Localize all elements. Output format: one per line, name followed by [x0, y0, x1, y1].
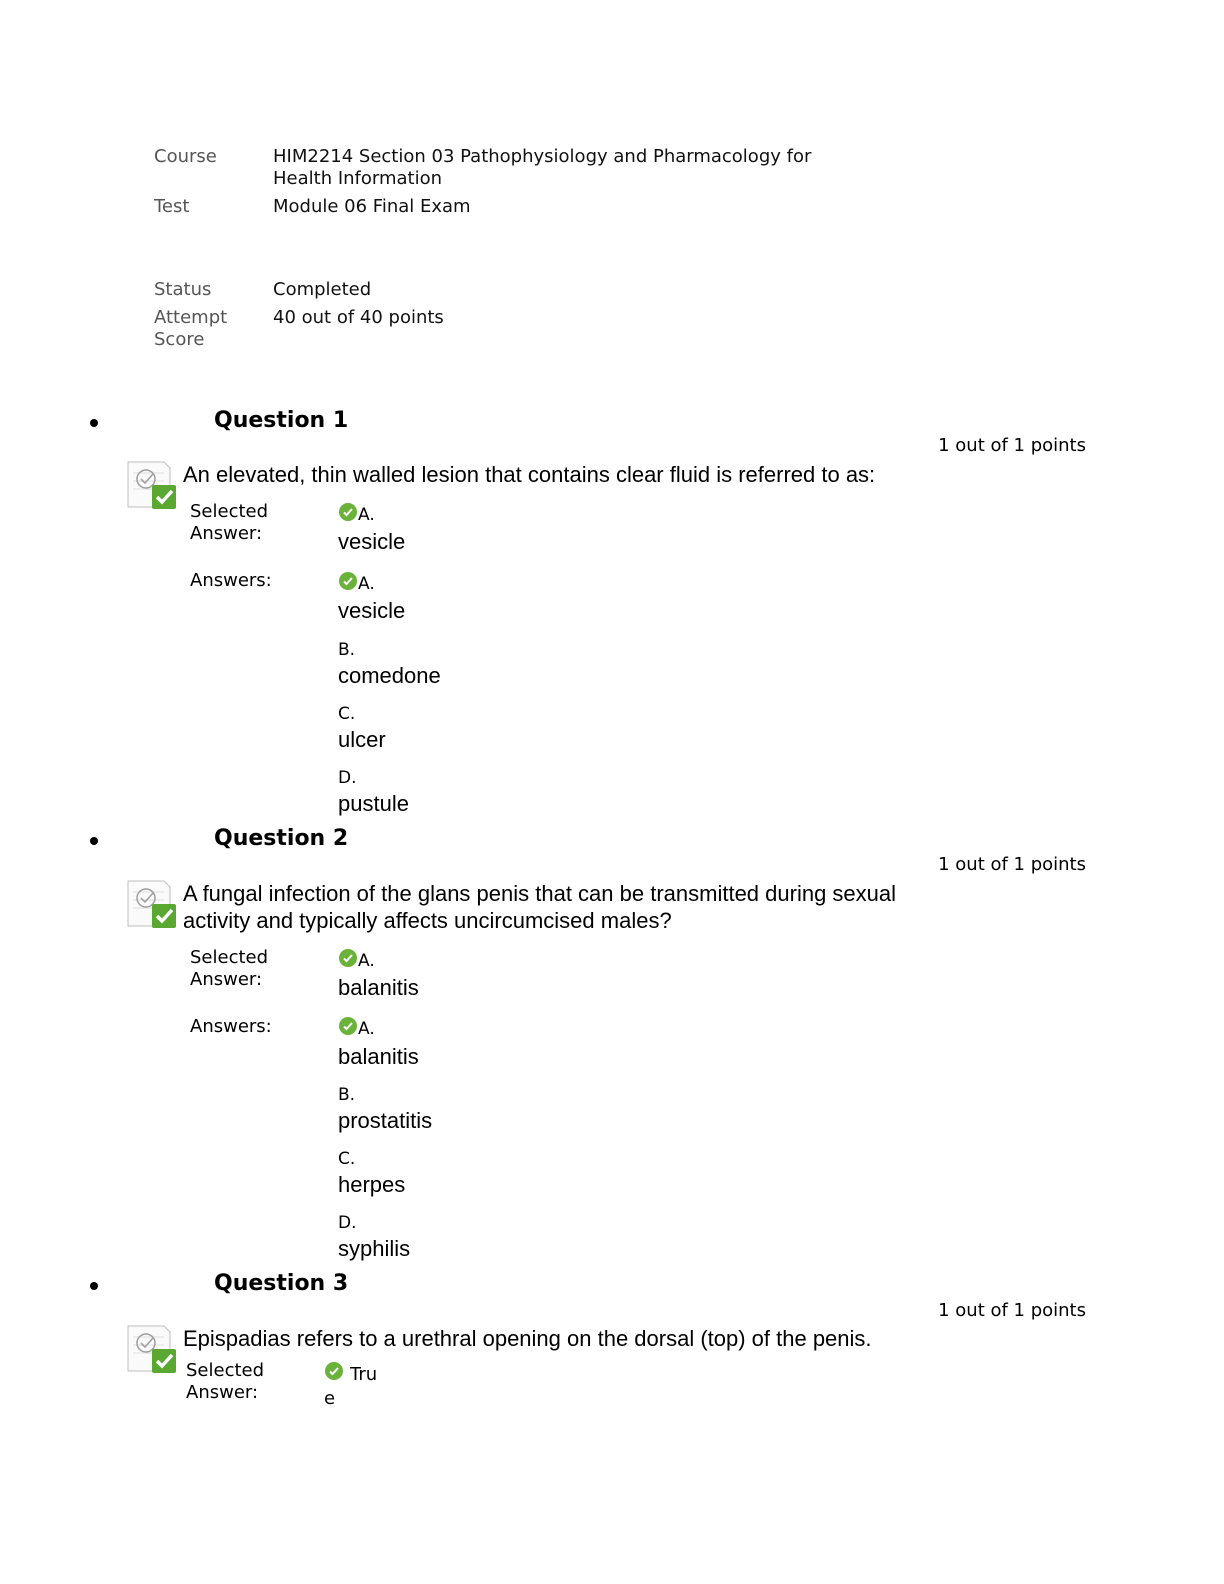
selected-answer-label-2: Answer:	[186, 1382, 259, 1403]
status-label: Status	[154, 279, 212, 300]
answer-c-letter: C.	[338, 704, 356, 724]
bullet	[90, 1282, 98, 1290]
graded-document-icon	[126, 878, 178, 934]
question-1-points: 1 out of 1 points	[938, 435, 1086, 456]
answer-a-text: vesicle	[338, 598, 406, 623]
course-name-line1: HIM2214 Section 03 Pathophysiology and Pharmacology for	[273, 146, 812, 167]
check-circle-icon	[325, 1362, 343, 1380]
question-3-title: Question 3	[214, 1271, 349, 1296]
question-1-title: Question 1	[214, 408, 349, 433]
selected-answer-text: balanitis	[338, 975, 419, 1000]
answer-a-text: balanitis	[338, 1044, 419, 1069]
selected-answer-text: vesicle	[338, 529, 406, 554]
answer-c-text: ulcer	[338, 727, 386, 752]
bullet	[90, 419, 98, 427]
check-circle-icon	[339, 949, 357, 967]
question-2-title: Question 2	[214, 826, 349, 851]
question-3-text: Epispadias refers to a urethral opening on the dorsal (top) of the penis.	[183, 1326, 872, 1351]
selected-answer-label-2: Answer:	[190, 969, 263, 990]
answer-a-letter: A.	[358, 1019, 375, 1039]
answers-label: Answers:	[190, 1016, 272, 1037]
test-label: Test	[154, 196, 190, 217]
answer-b-text: comedone	[338, 663, 441, 688]
check-circle-icon	[339, 572, 357, 590]
course-name-line2: Health Information	[273, 168, 443, 189]
answer-d-text: syphilis	[338, 1236, 411, 1261]
selected-answer-text-part2: e	[324, 1388, 336, 1409]
selected-answer-label-1: Selected	[190, 501, 269, 522]
question-2-text-line1: A fungal infection of the glans penis that can be transmitted during sexual	[183, 881, 897, 906]
status-value: Completed	[273, 279, 372, 300]
answer-c-letter: C.	[338, 1149, 356, 1169]
answer-b-letter: B.	[338, 1085, 356, 1105]
answer-c-text: herpes	[338, 1172, 406, 1197]
bullet	[90, 837, 98, 845]
selected-answer-label-1: Selected	[186, 1360, 265, 1381]
graded-document-icon	[126, 459, 178, 515]
question-2-text-line2: activity and typically affects uncircumcised males?	[183, 908, 672, 933]
question-2-points: 1 out of 1 points	[938, 854, 1086, 875]
check-circle-icon	[339, 503, 357, 521]
graded-document-icon	[126, 1323, 178, 1379]
test-name: Module 06 Final Exam	[273, 196, 471, 217]
question-3-points: 1 out of 1 points	[938, 1300, 1086, 1321]
answer-d-letter: D.	[338, 768, 357, 788]
answer-b-letter: B.	[338, 640, 356, 660]
answer-a-letter: A.	[358, 574, 375, 594]
answer-d-letter: D.	[338, 1213, 357, 1233]
question-1-text: An elevated, thin walled lesion that contains clear fluid is referred to as:	[183, 462, 876, 487]
selected-answer-letter: A.	[358, 505, 375, 525]
attempt-label-line2: Score	[154, 329, 205, 350]
check-circle-icon	[339, 1017, 357, 1035]
answers-label: Answers:	[190, 570, 272, 591]
selected-answer-letter: A.	[358, 951, 375, 971]
course-label: Course	[154, 146, 217, 167]
selected-answer-text-part1: Tru	[350, 1364, 378, 1385]
selected-answer-label-2: Answer:	[190, 523, 263, 544]
answer-b-text: prostatitis	[338, 1108, 433, 1133]
attempt-score: 40 out of 40 points	[273, 307, 444, 328]
answer-d-text: pustule	[338, 791, 409, 816]
attempt-label-line1: Attempt	[154, 307, 228, 328]
selected-answer-label-1: Selected	[190, 947, 269, 968]
